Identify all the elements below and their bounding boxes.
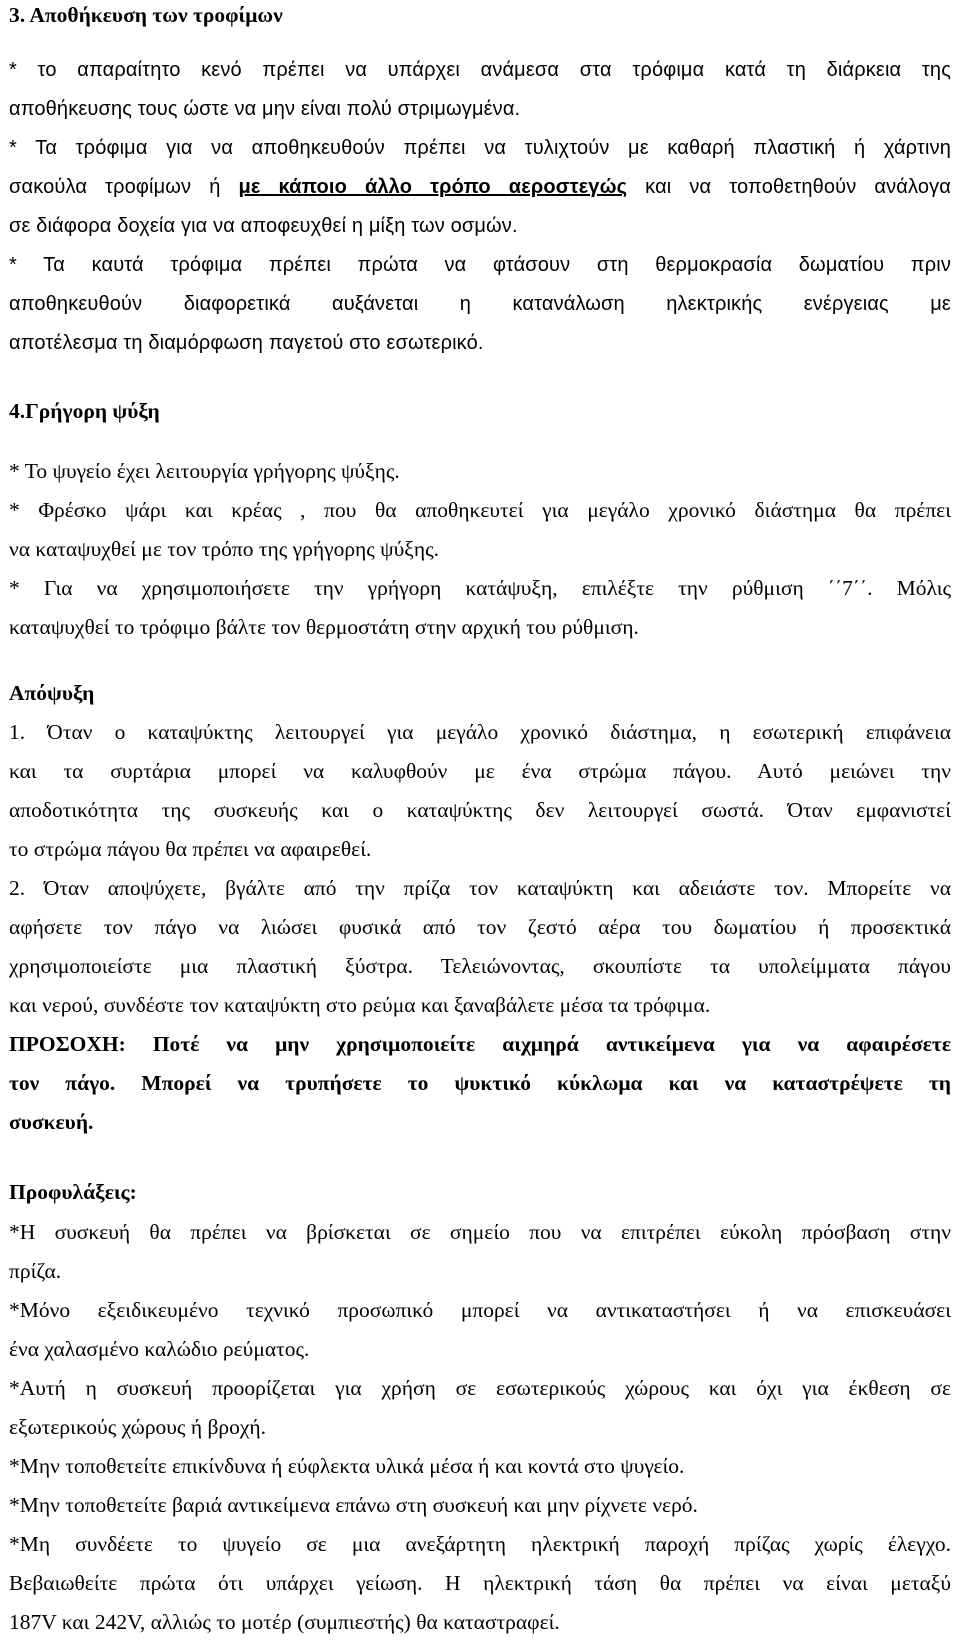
- section-3-bullet-2-line-3: σε διάφορα δοχεία για να αποφευχθεί η μίξη των οσμών.: [9, 215, 518, 237]
- section-3-bullet-2-line-2: [9, 174, 951, 200]
- section-3-bullet-3-line-1: * Τα καυτά τρόφιμα πρέπει πρώτα να φτάσουν στη θερμοκρασία δωματίου πριν: [9, 254, 951, 276]
- bullet-2-text-before: σακούλα τροφίμων ή: [9, 176, 239, 198]
- precautions-heading: Προφυλάξεις:: [9, 1180, 137, 1204]
- defrost-p2-line-4: και νερού, συνδέστε τον καταψύκτη στο ρεύμα και ξαναβάλετε μέσα τα τρόφιμα.: [9, 993, 711, 1017]
- defrost-p1-line-3: αποδοτικότητα της συσκευής και ο καταψύκτης δεν λειτουργεί σωστά. Όταν εμφανιστεί: [9, 798, 951, 822]
- precaution-5: *Μην τοποθετείτε βαριά αντικείμενα επάνω στη συσκευή και μην ρίχνετε νερό.: [9, 1493, 698, 1517]
- precaution-2-line-2: ένα χαλασμένο καλώδιο ρεύματος.: [9, 1337, 310, 1361]
- defrost-p2-line-1: 2. Όταν αποψύχετε, βγάλτε από την πρίζα τον καταψύκτη και αδειάστε τον. Μπορείτε να: [9, 876, 951, 900]
- precaution-3-line-1: *Αυτή η συσκευή προορίζεται για χρήση σε εσωτερικούς χώρους και όχι για έκθεση σε: [9, 1376, 951, 1400]
- airtight-emphasis: με κάποιο άλλο τρόπο αεροστεγώς: [238, 176, 628, 198]
- precaution-2-line-1: *Μόνο εξειδικευμένο τεχνικό προσωπικό μπορεί να αντικαταστήσει ή να επισκευάσει: [9, 1298, 951, 1322]
- section-4-bullet-2-line-1: * Φρέσκο ψάρι και κρέας , που θα αποθηκευτεί για μεγάλο χρονικό διάστημα θα πρέπει: [9, 498, 951, 522]
- precaution-4: *Μην τοποθετείτε επικίνδυνα ή εύφλεκτα υλικά μέσα ή και κοντά στο ψυγείο.: [9, 1454, 685, 1478]
- section-3-bullet-3-line-2: αποθηκευθούν διαφορετικά αυξάνεται η κατανάλωση ηλεκτρικής ενέργειας με: [9, 293, 951, 315]
- section-4-heading: 4.Γρήγορη ψύξη: [9, 399, 160, 423]
- defrost-heading: Απόψυξη: [9, 681, 95, 705]
- precaution-1-line-2: πρίζα.: [9, 1259, 62, 1283]
- section-4-bullet-2-line-2: να καταψυχθεί με τον τρόπο της γρήγορης ψύξης.: [9, 537, 439, 561]
- section-3-bullet-1-line-1: * το απαραίτητο κενό πρέπει να υπάρχει ανάμεσα στα τρόφιμα κατά τη διάρκεια της: [9, 59, 951, 81]
- section-3-bullet-3-line-3: αποτέλεσμα τη διαμόρφωση παγετού στο εσωτερικό.: [9, 332, 484, 354]
- defrost-p1-line-1: 1. Όταν ο καταψύκτης λειτουργεί για μεγάλο χρονικό διάστημα, η εσωτερική επιφάνεια: [9, 720, 951, 744]
- section-4-bullet-3-line-1: * Για να χρησιμοποιήσετε την γρήγορη κατάψυξη, επιλέξτε την ρύθμιση ΄΄7΄΄. Μόλις: [9, 576, 951, 600]
- precaution-3-line-2: εξωτερικούς χώρους ή βροχή.: [9, 1415, 267, 1439]
- defrost-p2-line-2: αφήσετε τον πάγο να λιώσει φυσικά από τον ζεστό αέρα του δωματίου ή προσεκτικά: [9, 915, 951, 939]
- warning-line-1: ΠΡΟΣΟΧΗ: Ποτέ να μην χρησιμοποιείτε αιχμηρά αντικείμενα για να αφαιρέσετε: [9, 1032, 951, 1056]
- section-4-bullet-3-line-2: καταψυχθεί το τρόφιμο βάλτε τον θερμοστάτη στην αρχική του ρύθμιση.: [9, 615, 639, 639]
- precaution-6-line-1: *Μη συνδέετε το ψυγείο σε μια ανεξάρτητη ηλεκτρική παροχή πρίζας χωρίς έλεγχο.: [9, 1532, 951, 1556]
- defrost-p2-line-3: χρησιμοποιείστε μια πλαστική ξύστρα. Τελειώνοντας, σκουπίστε τα υπολείμματα πάγου: [9, 954, 951, 978]
- warning-line-2: τον πάγο. Μπορεί να τρυπήσετε το ψυκτικό κύκλωμα και να καταστρέψετε τη: [9, 1071, 951, 1095]
- section-3-heading: 3. Αποθήκευση των τροφίμων: [9, 3, 283, 27]
- defrost-p1-line-2: και τα συρτάρια μπορεί να καλυφθούν με ένα στρώμα πάγου. Αυτό μειώνει την: [9, 759, 951, 783]
- section-3-bullet-2-line-1: * Τα τρόφιμα για να αποθηκευθούν πρέπει να τυλιχτούν με καθαρή πλαστική ή χάρτινη: [9, 137, 951, 159]
- precaution-6-line-2: Βεβαιωθείτε πρώτα ότι υπάρχει γείωση. Η ηλεκτρική τάση θα πρέπει να είναι μεταξύ: [9, 1571, 951, 1595]
- section-3-bullet-1-line-2: αποθήκευσης τους ώστε να μην είναι πολύ στριμωγμένα.: [9, 98, 521, 120]
- bullet-2-text-after: και να τοποθετηθούν ανάλογα: [627, 176, 951, 198]
- warning-line-3: συσκευή.: [9, 1110, 94, 1134]
- precaution-6-line-3: 187V και 242V, αλλιώς το μοτέρ (συμπιεστής) θα καταστραφεί.: [9, 1610, 560, 1634]
- section-4-bullet-1: * Το ψυγείο έχει λειτουργία γρήγορης ψύξης.: [9, 459, 400, 483]
- precaution-1-line-1: *Η συσκευή θα πρέπει να βρίσκεται σε σημείο που να επιτρέπει εύκολη πρόσβαση στην: [9, 1220, 951, 1244]
- defrost-p1-line-4: το στρώμα πάγου θα πρέπει να αφαιρεθεί.: [9, 837, 372, 861]
